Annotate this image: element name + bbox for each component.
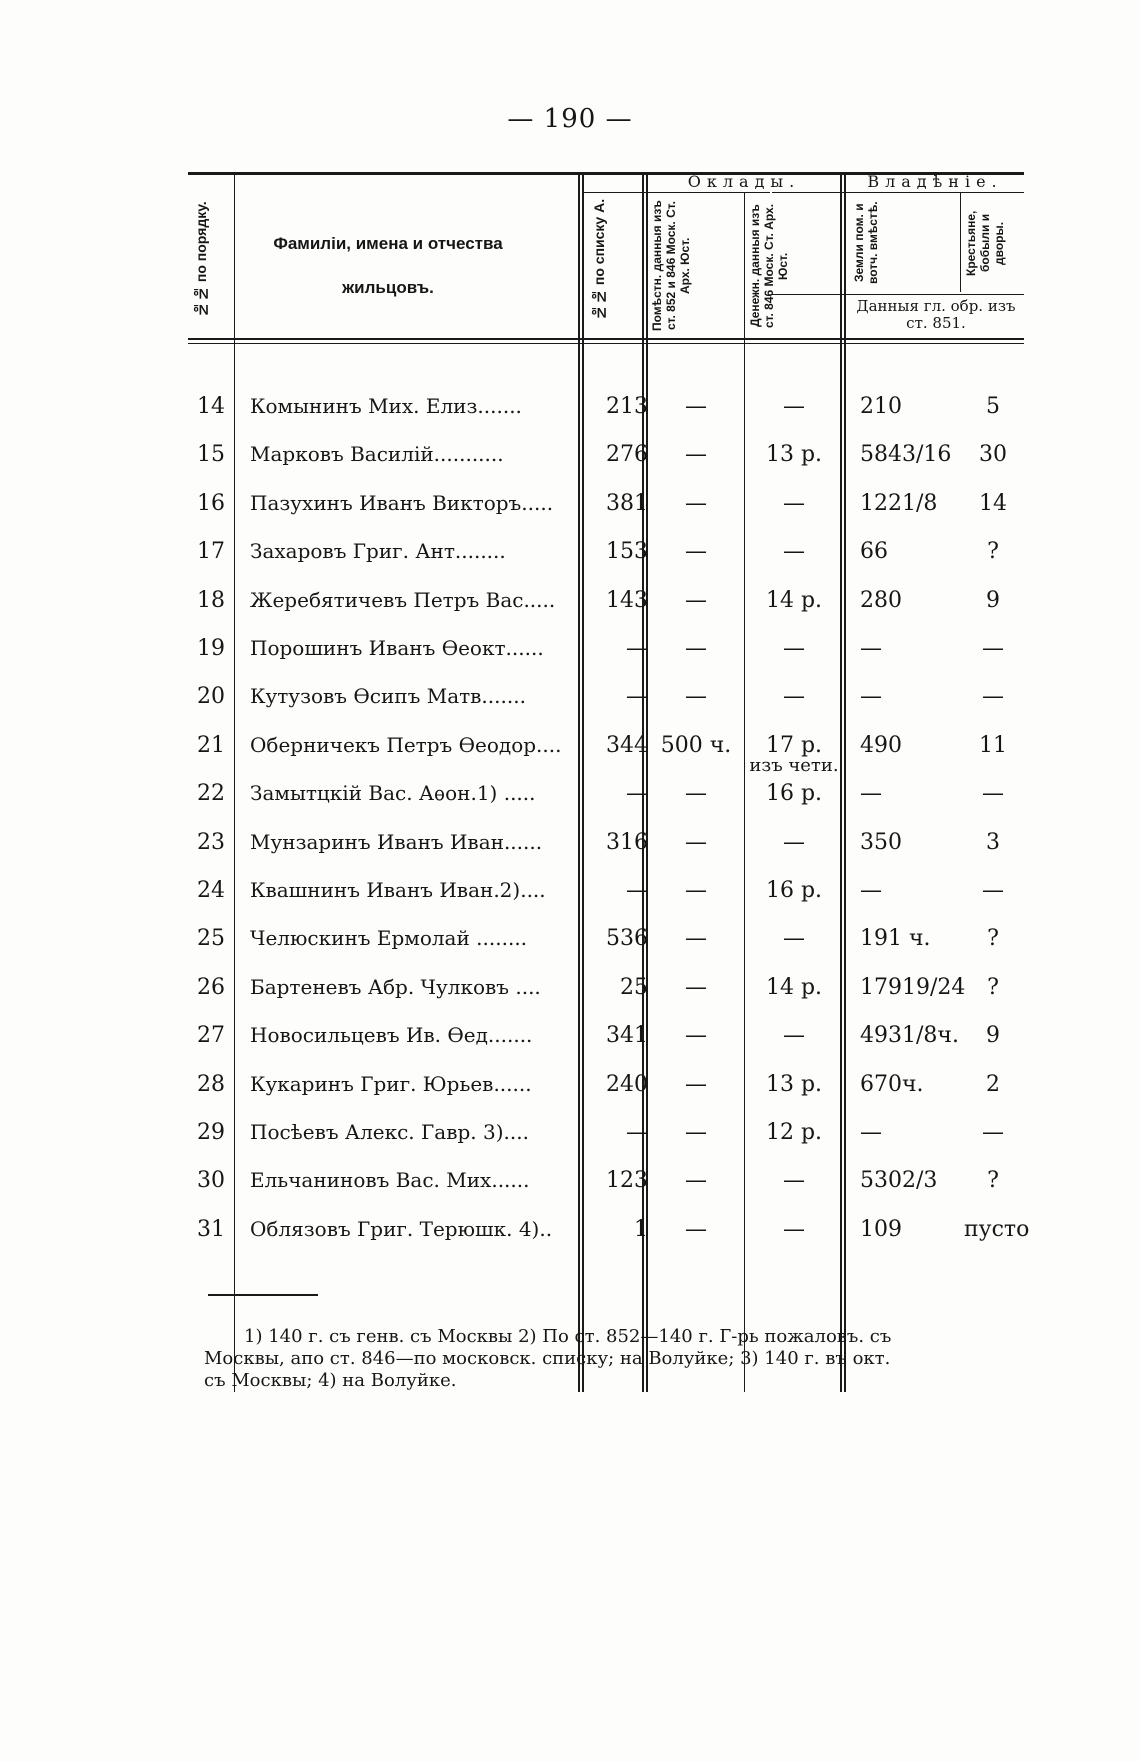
money-salary: 13 р. <box>765 442 823 468</box>
table-row <box>188 442 1024 490</box>
page-number: — 190 — <box>507 104 633 134</box>
footnote-line-2: Москвы, апо ст. 846—по московск. списку; на Волуйке; 3) 140 г. въ окт. <box>204 1348 891 1369</box>
list-a-number: 344 <box>606 732 648 758</box>
table-row <box>188 878 1024 926</box>
header-col-krest: Крестьяне, бобыли и дворы. <box>964 210 1006 276</box>
land-holding: — <box>860 781 882 807</box>
resident-name: Бартеневъ Абр. Чулковъ .... <box>250 974 541 999</box>
peasants-count: 14 <box>979 490 1007 516</box>
peasants-count: 9 <box>986 587 1000 613</box>
resident-name: Кукаринъ Григ. Юрьев...... <box>250 1071 532 1096</box>
resident-name: Челюскинъ Ермолай ........ <box>250 926 528 951</box>
row-number: 19 <box>197 636 225 661</box>
list-a-number: 153 <box>606 539 648 565</box>
table-row <box>188 394 1024 442</box>
land-holding: 670ч. <box>860 1071 924 1097</box>
row-number: 21 <box>197 732 225 758</box>
peasants-count: 3 <box>986 829 1000 855</box>
money-salary: 16 р. <box>765 781 823 807</box>
resident-name: Ельчаниновъ Вас. Мих...... <box>250 1168 530 1193</box>
pomest-salary: — <box>685 587 707 613</box>
list-a-number: — <box>626 1120 648 1145</box>
header-bottom-rule-2 <box>188 343 1024 344</box>
table-row <box>188 1168 1024 1216</box>
peasants-count: 30 <box>979 442 1007 468</box>
header-vladenie-sub: Данныя гл. обр. изъ ст. 851. <box>856 297 1016 332</box>
peasants-count: 2 <box>986 1071 1000 1097</box>
header-col-pomest: Помѣстн. данныя изъ ст. 852 и 846 Моск. Ст. Арх. Юст. <box>650 200 692 332</box>
land-holding: 5302/3 <box>860 1168 938 1194</box>
land-holding: 280 <box>860 587 902 613</box>
row-number: 20 <box>197 684 225 710</box>
resident-name: Жеребятичевъ Петръ Вас..... <box>250 587 556 612</box>
pomest-salary: — <box>685 1120 707 1145</box>
pomest-salary: — <box>685 684 707 710</box>
peasants-count: — <box>982 1120 1004 1145</box>
list-a-number: — <box>626 636 648 661</box>
resident-name: Оберничекъ Петръ Ѳеодор.... <box>250 732 562 757</box>
row-number: 15 <box>197 442 225 468</box>
land-holding: 490 <box>860 732 902 758</box>
table-row <box>188 588 1024 636</box>
pomest-salary: — <box>685 1023 707 1049</box>
money-salary: — <box>783 636 805 661</box>
money-salary: — <box>783 1168 805 1194</box>
pomest-salary: — <box>685 636 707 661</box>
resident-name: Посѣевъ Алекс. Гавр. 3).... <box>250 1120 529 1144</box>
row-number: 24 <box>197 878 225 903</box>
land-holding: 5843/16 <box>860 442 952 468</box>
list-a-number: 240 <box>606 1071 648 1097</box>
money-salary: 14 р. <box>765 974 823 1000</box>
row-number: 29 <box>197 1120 225 1145</box>
list-a-number: — <box>626 878 648 903</box>
header-col-names-line2: жильцовъ. <box>342 278 434 297</box>
resident-name: Новосильцевъ Ив. Ѳед....... <box>250 1023 533 1048</box>
header-col-denezh: Денежн. данныя изъ ст. 846 Моск. Ст. Арх. Юст. <box>748 203 790 329</box>
list-a-number: 143 <box>606 587 648 613</box>
peasants-count: 5 <box>986 394 1000 419</box>
land-holding: — <box>860 684 882 710</box>
land-holding: — <box>860 636 882 661</box>
land-holding: — <box>860 878 882 903</box>
peasants-count: ? <box>987 926 999 952</box>
row-number: 23 <box>197 829 225 855</box>
header-col-list: №№ по списку А. <box>591 198 607 322</box>
row-number: 30 <box>197 1168 225 1194</box>
money-salary-note: изъ чети. <box>749 754 839 776</box>
land-holding: 17919/24 <box>860 974 966 1000</box>
pomest-salary: — <box>685 974 707 1000</box>
money-salary: 16 р. <box>765 878 823 903</box>
pomest-salary: — <box>685 490 707 516</box>
resident-name: Пазухинъ Иванъ Викторъ..... <box>250 490 554 515</box>
peasants-count: — <box>982 781 1004 807</box>
list-a-number: 341 <box>606 1023 648 1049</box>
table-row <box>188 1023 1024 1071</box>
resident-name: Захаровъ Григ. Ант........ <box>250 539 506 564</box>
resident-name: Кутузовъ Ѳсипъ Матв....... <box>250 684 526 709</box>
peasants-count: 11 <box>979 732 1007 758</box>
peasants-count: ? <box>987 539 999 565</box>
list-a-number: 381 <box>606 490 648 516</box>
table-row <box>188 1072 1024 1120</box>
money-salary: — <box>783 539 805 565</box>
row-number: 22 <box>197 781 225 807</box>
table-row <box>188 781 1024 829</box>
row-number: 25 <box>197 926 225 952</box>
list-a-number: — <box>626 684 648 710</box>
table-row <box>188 1120 1024 1168</box>
pomest-salary: — <box>685 878 707 903</box>
money-salary: 12 р. <box>765 1120 823 1145</box>
resident-name: Порошинъ Иванъ Ѳеокт...... <box>250 636 544 660</box>
row-number: 18 <box>197 587 225 613</box>
money-salary: — <box>783 684 805 710</box>
land-holding: 4931/8ч. <box>860 1023 959 1049</box>
pomest-salary: — <box>685 1168 707 1194</box>
row-number: 27 <box>197 1023 225 1049</box>
footnote <box>204 1326 1004 1392</box>
land-holding: 191 ч. <box>860 926 931 952</box>
table-row <box>188 926 1024 974</box>
money-salary: 14 р. <box>765 587 823 613</box>
list-a-number: 25 <box>620 974 648 1000</box>
money-salary: — <box>783 1023 805 1049</box>
table-row <box>188 539 1024 587</box>
table-row <box>188 733 1024 781</box>
peasants-count: ? <box>987 974 999 1000</box>
resident-name: Марковъ Василiй........... <box>250 442 504 467</box>
pomest-salary: — <box>685 1216 707 1242</box>
row-number: 26 <box>197 974 225 1000</box>
footnote-line-3: съ Москвы; 4) на Волуйке. <box>204 1370 457 1391</box>
money-salary: — <box>783 829 805 855</box>
money-salary: — <box>783 1216 805 1242</box>
list-a-number: 213 <box>606 394 648 419</box>
list-a-number: 1 <box>634 1216 648 1242</box>
list-a-number: 316 <box>606 829 648 855</box>
peasants-count: — <box>982 636 1004 661</box>
resident-name: Квашнинъ Иванъ Иван.2).... <box>250 878 546 902</box>
residents-table <box>188 172 1030 1392</box>
vladenie-rule <box>772 192 1024 193</box>
footnote-line-1: 1) 140 г. съ генв. съ Москвы 2) По ст. 852—140 г. Г-рь пожаловъ. съ <box>244 1326 892 1347</box>
pomest-salary: — <box>685 394 707 419</box>
money-salary: — <box>783 490 805 516</box>
table-row <box>188 636 1024 684</box>
peasants-count: — <box>982 684 1004 710</box>
header-col-num: №№ по порядку. <box>193 201 209 319</box>
land-holding: 1221/8 <box>860 490 938 516</box>
resident-name: Облязовъ Григ. Терюшк. 4).. <box>250 1216 553 1241</box>
row-number: 28 <box>197 1071 225 1097</box>
land-holding: — <box>860 1120 882 1145</box>
row-number: 16 <box>197 490 225 516</box>
money-salary: 17 р. <box>765 732 823 758</box>
row-number: 14 <box>197 394 225 419</box>
peasants-count: пусто <box>964 1216 1030 1242</box>
land-holding: 66 <box>860 539 888 565</box>
footnote-rule <box>208 1294 318 1296</box>
pomest-salary: — <box>685 442 707 468</box>
table-row <box>188 684 1024 732</box>
resident-name: Замытцкiй Вас. Аѳон.1) ..... <box>250 781 536 806</box>
pomest-salary: — <box>685 829 707 855</box>
header-vladenie-group: Владѣнiе. <box>867 172 1003 191</box>
table-row <box>188 830 1024 878</box>
row-number: 31 <box>197 1216 225 1242</box>
money-salary: 13 р. <box>765 1071 823 1097</box>
pomest-salary: — <box>685 781 707 807</box>
pomest-salary: 500 ч. <box>660 732 732 758</box>
header-col-names <box>248 222 528 310</box>
pomest-salary: — <box>685 539 707 565</box>
peasants-count: ? <box>987 1168 999 1194</box>
table-row <box>188 1216 1030 1265</box>
resident-name: Комынинъ Мих. Елиз....... <box>250 394 522 418</box>
col-divider-zemli <box>960 192 961 292</box>
list-a-number: — <box>626 781 648 807</box>
land-holding: 210 <box>860 394 902 419</box>
land-holding: 109 <box>860 1216 902 1242</box>
land-holding: 350 <box>860 829 902 855</box>
list-a-number: 276 <box>606 442 648 468</box>
list-a-number: 536 <box>606 926 648 952</box>
header-bottom-rule <box>188 338 1024 340</box>
header-oklady-group: Оклады. <box>687 172 801 191</box>
pomest-salary: — <box>685 926 707 952</box>
header-col-names-line1: Фамилiи, имена и отчества <box>273 234 503 253</box>
list-a-number: 123 <box>606 1168 648 1194</box>
resident-name: Мунзаринъ Иванъ Иван...... <box>250 829 543 854</box>
pomest-salary: — <box>685 1071 707 1097</box>
header-col-zemli: Земли пом. и вотч. вмѣстѣ. <box>852 201 880 285</box>
table-row <box>188 491 1024 539</box>
row-number: 17 <box>197 539 225 565</box>
peasants-count: 9 <box>986 1023 1000 1049</box>
peasants-count: — <box>982 878 1004 903</box>
money-salary: — <box>783 926 805 952</box>
money-salary: — <box>783 394 805 419</box>
table-row <box>188 975 1024 1023</box>
